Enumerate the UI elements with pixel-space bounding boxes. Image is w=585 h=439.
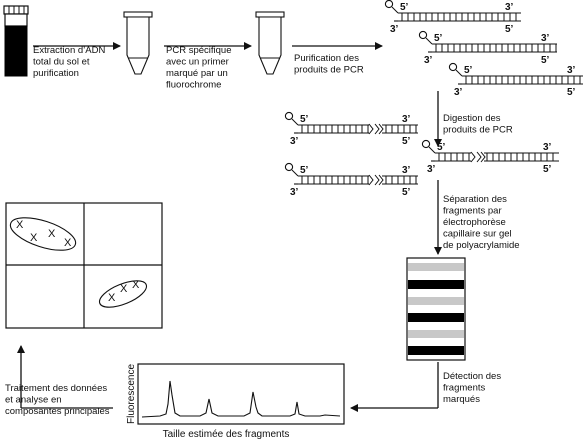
step-label-detection — [443, 371, 501, 405]
label-line: électrophorèse — [443, 217, 506, 228]
fluorochrome-icon — [385, 0, 392, 7]
label-line: fragments par — [443, 205, 502, 217]
label-line: marqué par un — [166, 68, 228, 79]
strand-end-three: 3’ — [505, 2, 514, 13]
strand-end-three: 3’ — [290, 187, 299, 198]
strand-end-five: 5’ — [300, 165, 309, 176]
y-axis-label: Fluorescence — [126, 363, 137, 425]
pcr-tube-icon — [124, 12, 152, 74]
gel-band — [408, 280, 464, 289]
label-line: et analyse en — [5, 394, 62, 406]
strand-end-three: 3’ — [402, 114, 411, 125]
gel-band — [408, 297, 464, 305]
label-line: fragments — [443, 382, 486, 394]
strand-end-three: 3’ — [543, 142, 552, 153]
label-line: Traitement des données — [5, 383, 108, 394]
purification-tube-icon — [256, 12, 284, 74]
strand-end-five: 5’ — [464, 65, 473, 76]
strand-end-five: 5’ — [402, 136, 411, 147]
gel-image — [407, 258, 465, 360]
pca-sample-marker: X — [132, 279, 140, 291]
pca-sample-marker: X — [48, 228, 56, 240]
label-line: total du sol et — [33, 56, 90, 68]
strand-end-five: 5’ — [402, 187, 411, 198]
label-line: de polyacrylamide — [443, 240, 520, 251]
strand-end-five: 5’ — [400, 2, 409, 13]
pca-sample-marker: X — [30, 232, 38, 244]
step-label-pcr — [166, 45, 231, 91]
step-label-extraction — [33, 45, 105, 79]
gel-band — [408, 346, 464, 355]
label-line: composantes principales — [5, 406, 110, 417]
strand-end-three: 3’ — [454, 87, 463, 98]
strand-end-three: 3’ — [541, 33, 550, 44]
strand-end-three: 3’ — [390, 24, 399, 35]
label-line: capillaire sur gel — [443, 228, 512, 240]
fluorochrome-icon — [422, 140, 429, 147]
label-line: marqués — [443, 394, 480, 405]
step-label-separation — [443, 194, 520, 251]
strand-end-five: 5’ — [541, 55, 550, 66]
pca-plot — [6, 203, 162, 328]
label-line: avec un primer — [166, 56, 229, 68]
label-line: fluorochrome — [166, 79, 222, 91]
strand-end-five: 5’ — [505, 24, 514, 35]
gel-band — [408, 330, 464, 338]
step-label-digestion — [443, 113, 513, 136]
pca-sample-marker: X — [16, 219, 24, 231]
label-line: produits de PCR — [294, 64, 364, 76]
strand-end-three: 3’ — [567, 65, 576, 76]
pca-sample-marker: X — [64, 237, 72, 249]
electropherogram — [126, 364, 344, 439]
strand-end-five: 5’ — [567, 87, 576, 98]
gel-band — [408, 313, 464, 322]
label-line: PCR spécifique — [166, 45, 232, 56]
pca-sample-marker: X — [120, 283, 128, 295]
strand-end-three: 3’ — [424, 55, 433, 66]
label-line: Séparation des — [443, 194, 507, 205]
label-line: purification — [33, 68, 79, 79]
strand-end-three: 3’ — [427, 164, 436, 175]
fluorochrome-icon — [449, 63, 456, 70]
label-line: Extraction d’ADN — [33, 45, 106, 56]
strand-end-three: 3’ — [290, 136, 299, 147]
label-line: Digestion des — [443, 113, 501, 124]
label-line: produits de PCR — [443, 124, 513, 136]
strand-end-five: 5’ — [300, 114, 309, 125]
gel-band — [408, 263, 464, 271]
soil-sample-tube-icon — [4, 6, 28, 76]
strand-end-five: 5’ — [543, 164, 552, 175]
x-axis-label: Taille estimée des fragments — [162, 429, 290, 439]
step-label-purification — [294, 53, 364, 76]
fluorochrome-icon — [285, 163, 292, 170]
step-label-analysis — [5, 383, 110, 417]
dna-strands — [285, 0, 583, 185]
fluorochrome-icon — [419, 31, 426, 38]
fluorochrome-icon — [285, 112, 292, 119]
strand-end-five: 5’ — [437, 142, 446, 153]
label-line: Détection des — [443, 371, 502, 382]
pca-sample-marker: X — [108, 292, 116, 304]
strand-end-three: 3’ — [402, 165, 411, 176]
label-line: Purification des — [294, 53, 359, 64]
strand-end-five: 5’ — [434, 33, 443, 44]
